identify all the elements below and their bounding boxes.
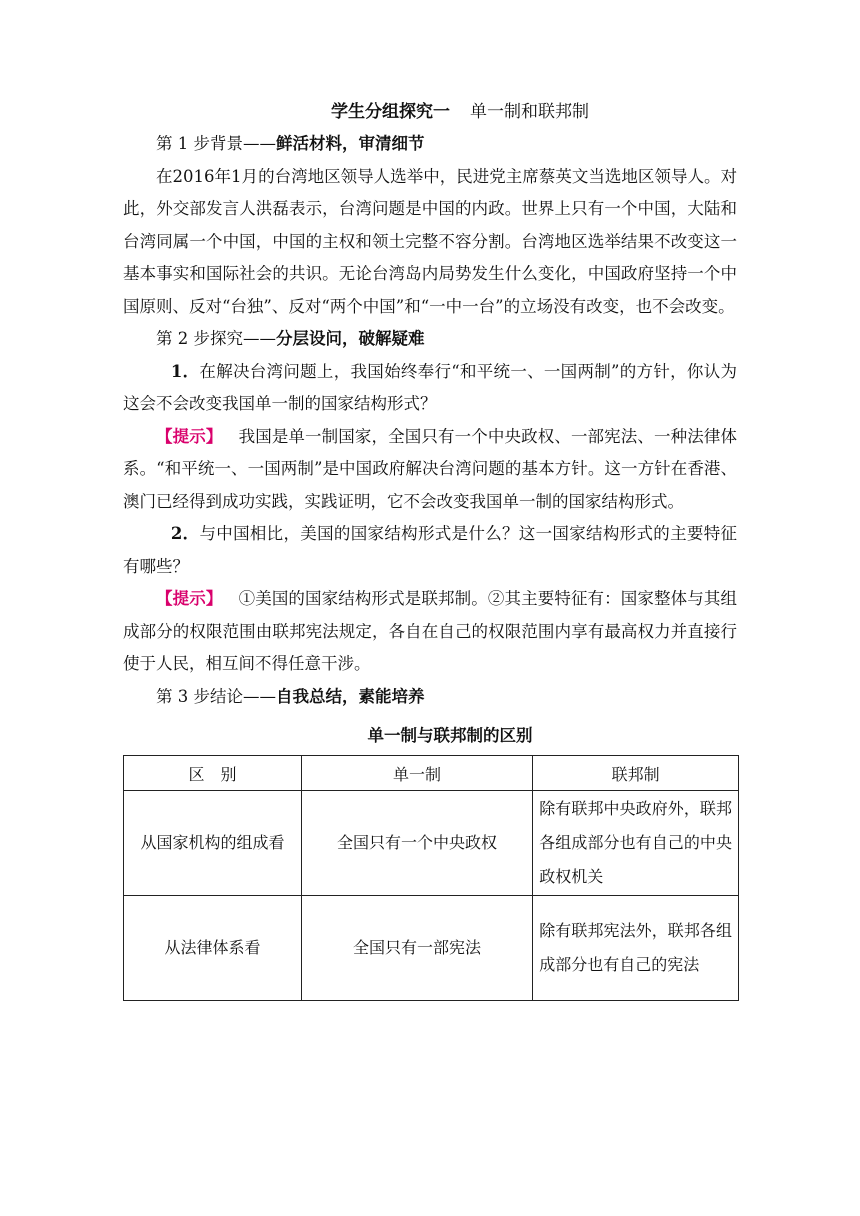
step3-label: 第 3 步结论—— xyxy=(156,686,276,706)
table-header-row xyxy=(124,756,739,791)
table-row xyxy=(124,791,739,896)
question-1-number: 1． xyxy=(170,361,200,381)
question-1 xyxy=(123,356,737,421)
answer-2 xyxy=(123,583,737,681)
question-1-text: 在解决台湾问题上，我国始终奉行“和平统一、一国两制”的方针，你认为这会不会改变我国单一制的国家结构形式？ xyxy=(123,361,737,413)
table-cell: 全国只有一部宪法 xyxy=(301,896,532,1001)
step1-emph: 鲜活材料，审清细节 xyxy=(276,134,425,153)
table-cell: 从法律体系看 xyxy=(124,896,302,1001)
question-2 xyxy=(123,518,737,583)
answer-1 xyxy=(123,421,737,519)
step1-label: 第 1 步背景—— xyxy=(156,134,276,153)
table-header: 单一制 xyxy=(301,756,532,791)
table-header: 区 别 xyxy=(124,756,302,791)
answer-1-text: 我国是单一制国家，全国只有一个中央政权、一部宪法、一种法律体系。“和平统一、一国两制”是中国政府解决台湾问题的基本方针。这一方针在香港、澳门已经得到成功实践，实践证明，它不会改变我国单一制的国家结构形式。 xyxy=(123,426,738,511)
document-page xyxy=(123,96,737,1001)
table-cell: 除有联邦中央政府外，联邦各组成部分也有自己的中央政权机关 xyxy=(533,791,739,896)
table-row xyxy=(124,896,739,1001)
step2-heading xyxy=(123,323,737,356)
question-2-number: 2． xyxy=(170,524,200,543)
step2-emph: 分层设问，破解疑难 xyxy=(276,329,425,348)
section-title-sub: 单一制和联邦制 xyxy=(470,102,589,122)
hint-tag: 【提示】 xyxy=(156,426,223,446)
section-title-main: 学生分组探究一 xyxy=(331,102,450,122)
section-title xyxy=(183,96,737,128)
step3-emph: 自我总结，素能培养 xyxy=(276,686,425,706)
table-title: 单一制与联邦制的区别 xyxy=(367,726,533,745)
table-cell: 除有联邦宪法外，联邦各组成部分也有自己的宪法 xyxy=(533,896,739,1001)
table-cell: 全国只有一个中央政权 xyxy=(301,791,532,896)
step3-heading xyxy=(123,681,737,714)
step2-label: 第 2 步探究—— xyxy=(156,329,276,348)
step1-heading xyxy=(123,128,737,161)
table-cell: 从国家机构的组成看 xyxy=(124,791,302,896)
hint-tag: 【提示】 xyxy=(156,589,223,608)
question-2-text: 与中国相比，美国的国家结构形式是什么？这一国家结构形式的主要特征有哪些？ xyxy=(123,524,738,576)
comparison-table xyxy=(123,755,739,1001)
step1-material: 在2016年1月的台湾地区领导人选举中，民进党主席蔡英文当选地区领导人。对此，外交部发言人洪磊表示，台湾问题是中国的内政。世界上只有一个中国，大陆和台湾同属一个中国，中国的主权和领土完整不容分割。台湾地区选举结果不改变这一基本事实和国际社会的共识。无论台湾岛内局势发生什么变化，中国政府坚持一个中国原则、反对“台独”、反对“两个中国”和“一中一台”的立场没有改变，也不会改变。 xyxy=(123,166,737,316)
table-header: 联邦制 xyxy=(533,756,739,791)
answer-2-text: ①美国的国家结构形式是联邦制。②其主要特征有：国家整体与其组成部分的权限范围由联邦宪法规定，各自在自己的权限范围内享有最高权力并直接行使于人民，相互间不得任意干涉。 xyxy=(123,589,738,673)
